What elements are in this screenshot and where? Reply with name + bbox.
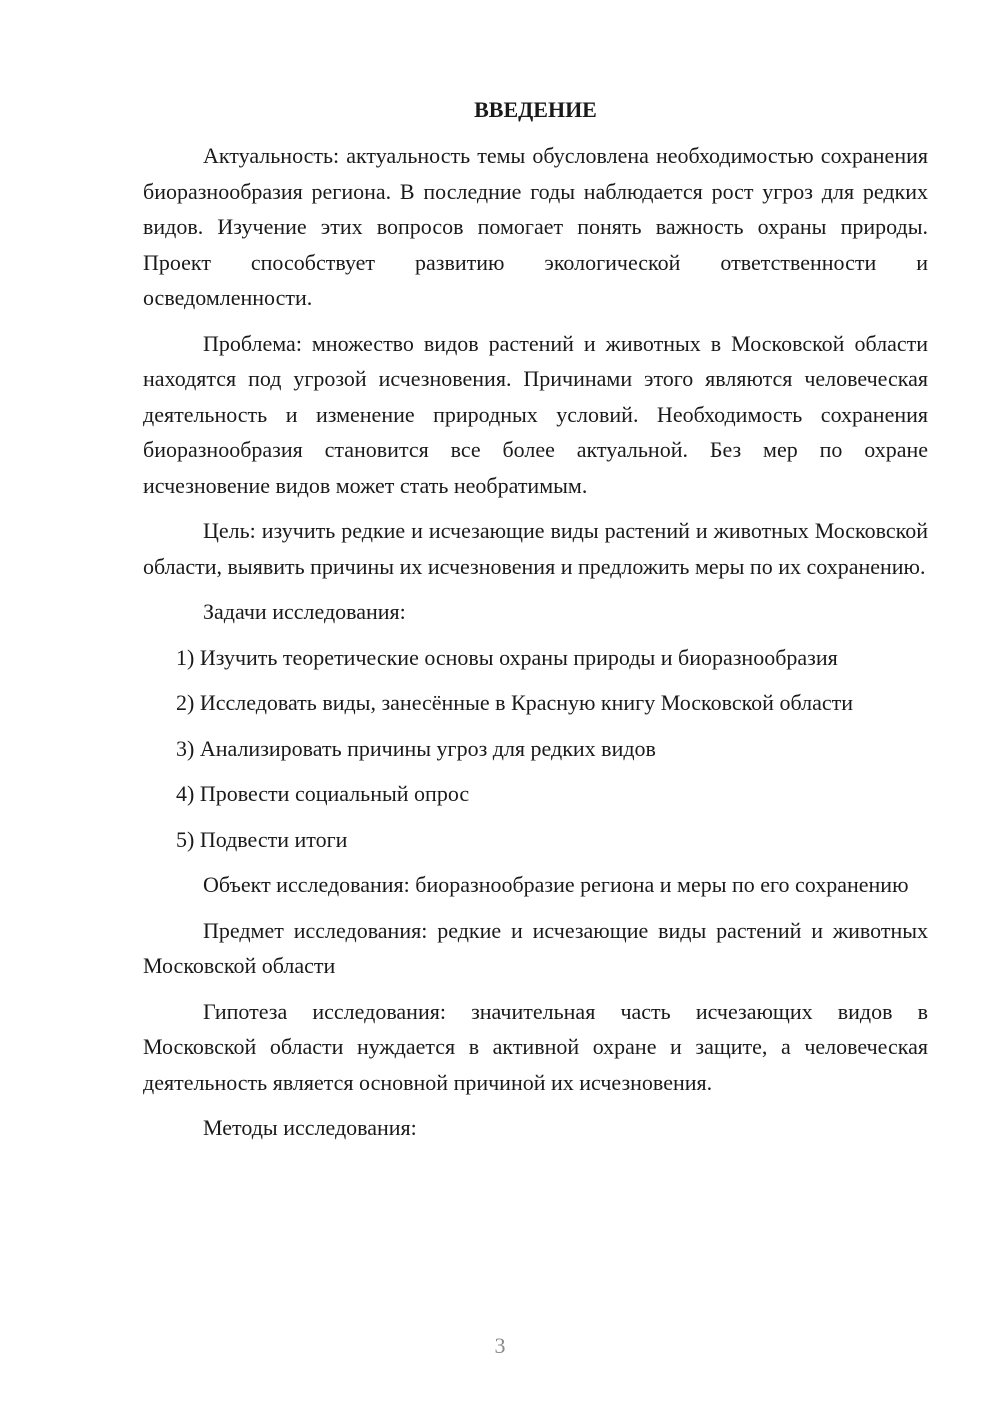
section-heading: ВВЕДЕНИЕ [474,97,597,122]
task-item-5: 5) Подвести итоги [176,826,348,852]
page-number: 3 [494,1333,506,1358]
task-item-1: 1) Изучить теоретические основы охраны природы и биоразнообразия [176,644,838,670]
paragraph-tasks-title: Задачи исследования: [203,599,406,624]
paragraph-hypothesis: Гипотеза исследования: значительная часть исчезающих видов в Московской области нуждается в активной охране и защите, а человеческая деятельность является основной причиной их исчезновения. [143,998,928,1095]
task-item-4: 4) Провести социальный опрос [176,781,470,806]
task-item-3: 3) Анализировать причины угроз для редких видов [176,735,656,761]
paragraph-relevance: Актуальность: актуальность темы обусловлена необходимостью сохранения биоразнообразия региона. В последние годы наблюдается рост угроз для редких видов. Изучение этих вопросов помогает понять важность охраны природы. Проект способствует развитию экологической ответственности и осведомленности. [143,143,928,310]
paragraph-problem: Проблема: множество видов растений и животных в Московской области находятся под угрозой исчезновения. Причинами этого являются человеческая деятельность и изменение природных условий. Необходимость сохранения биоразнообразия становится все более актуальной. Без мер по охране исчезновение видов может стать необратимым. [143,330,928,498]
paragraph-methods: Методы исследования: [203,1115,417,1140]
task-item-2: 2) Исследовать виды, занесённые в Красную книгу Московской области [176,690,853,715]
paragraph-object: Объект исследования: биоразнообразие региона и меры по его сохранению [203,872,909,897]
paragraph-subject: Предмет исследования: редкие и исчезающие виды растений и животных Московской области [143,917,928,978]
document-page [143,92,928,1146]
paragraph-goal: Цель: изучить редкие и исчезающие виды растений и животных Московской области, выявить причины их исчезновения и предложить меры по их сохранению. [143,518,928,579]
